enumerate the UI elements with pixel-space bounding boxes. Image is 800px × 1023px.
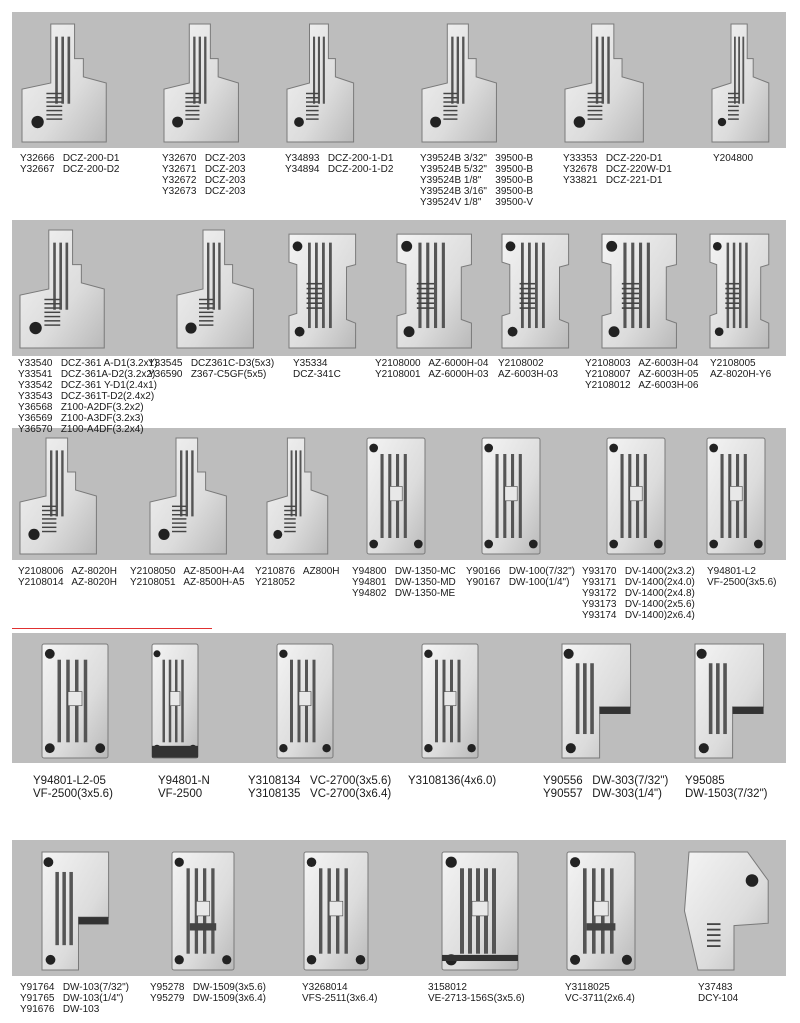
part-number-line: Y33543 DCZ-361T-D2(2.4x2)	[18, 391, 155, 402]
part-number-line: Y2108002	[498, 358, 544, 369]
part-number-label	[408, 775, 496, 788]
needle-plate-image	[148, 436, 228, 556]
part-number-line: Y2108014 AZ-8020H	[18, 577, 117, 588]
needle-plate-image	[560, 642, 632, 760]
needle-plate-image	[710, 22, 770, 144]
part-number-line: Y3108136(4x6.0)	[408, 775, 497, 787]
part-number-label	[543, 775, 668, 801]
part-number-label	[563, 153, 672, 186]
needle-plate-image	[275, 642, 335, 760]
needle-plate-image	[440, 850, 520, 972]
part-number-line: Y39524V 1/8" 39500-V	[420, 197, 534, 208]
part-number-line: Y93174 DV-1400)2x6.4)	[582, 610, 695, 621]
part-number-line: Y94801 DW-1350-MD	[352, 577, 456, 588]
row-band-4	[12, 633, 786, 763]
needle-plate-image	[395, 228, 473, 350]
part-number-line: Y3108135 VC-2700(3x6.4)	[248, 788, 392, 800]
needle-plate-image	[40, 850, 110, 972]
needle-plate-image	[420, 642, 480, 760]
part-number-label	[293, 358, 341, 380]
part-number-line: Y93172 DV-1400(2x4.8)	[582, 588, 695, 599]
part-number-line: Y36568 Z100-A2DF(3.2x2)	[18, 402, 144, 413]
part-number-line: VF-2500(3x5.6)	[707, 577, 777, 588]
part-number-line: Y39524B 3/16" 39500-B	[420, 186, 534, 197]
part-number-line: Y90557 DW-303(1/4")	[543, 788, 662, 800]
needle-plate-image	[265, 436, 329, 556]
part-number-line: Y36569 Z100-A3DF(3.2x3)	[18, 413, 144, 424]
part-number-line: Y39524B 5/32" 39500-B	[420, 164, 534, 175]
part-number-line: Y32672 DCZ-203	[162, 175, 246, 186]
part-number-line: Y34894 DCZ-200-1-D2	[285, 164, 394, 175]
part-number-line: DCY-104	[698, 993, 739, 1004]
part-number-line: AZ-6003H-03	[498, 369, 559, 380]
part-number-line: VF-2500	[158, 788, 203, 800]
part-number-line: Y33545 DCZ361C-D3(5x3)	[148, 358, 275, 369]
part-number-label	[582, 566, 695, 621]
needle-plate-image	[420, 22, 498, 144]
part-number-line: Y210876 AZ800H	[255, 566, 340, 577]
needle-plate-image	[705, 436, 767, 556]
part-number-line: Y3268014	[302, 982, 348, 993]
part-number-line: Y3118025	[565, 982, 610, 993]
needle-plate-image	[365, 436, 427, 556]
part-number-line: Y94800 DW-1350-MC	[352, 566, 456, 577]
part-number-label	[285, 153, 393, 175]
part-number-line: Y33353 DCZ-220-D1	[563, 153, 663, 164]
part-number-line: 3158012	[428, 982, 467, 993]
part-number-line: Y32678 DCZ-220W-D1	[563, 164, 672, 175]
part-number-line: Y33541 DCZ-361A-D2(3.2x2)	[18, 369, 156, 380]
part-number-label	[698, 982, 738, 1004]
part-number-label	[565, 982, 635, 1004]
needle-plate-image	[18, 436, 98, 556]
needle-plate-image	[170, 850, 236, 972]
needle-plate-image	[175, 228, 255, 350]
needle-plate-image	[500, 228, 570, 350]
needle-plate-image	[302, 850, 370, 972]
part-number-label	[375, 358, 488, 380]
needle-plate-image	[693, 642, 765, 760]
part-number-label	[420, 153, 533, 208]
needle-plate-image	[287, 228, 357, 350]
part-number-label	[707, 566, 776, 588]
part-number-line: Y2108006 AZ-8020H	[18, 566, 117, 577]
part-number-label	[685, 775, 768, 801]
part-number-line: Y218052	[255, 577, 296, 588]
part-number-label	[150, 982, 266, 1004]
needle-plate-image	[565, 850, 637, 972]
part-number-label	[130, 566, 245, 588]
part-number-line: Y2108005	[710, 358, 756, 369]
part-number-label	[352, 566, 456, 599]
part-number-line: VFS-2511(3x6.4)	[302, 993, 378, 1004]
part-number-line: Y37483	[698, 982, 733, 993]
part-number-line: Y2108050 AZ-8500H-A4	[130, 566, 245, 577]
part-number-label	[710, 358, 771, 380]
needle-plate-image	[162, 22, 240, 144]
part-number-label	[302, 982, 377, 1004]
part-number-label	[248, 775, 391, 801]
needle-plate-image	[600, 228, 678, 350]
part-number-line: Y32671 DCZ-203	[162, 164, 246, 175]
part-number-line: Y2108007 AZ-6003H-05	[585, 369, 699, 380]
part-number-line: Y95279 DW-1509(3x6.4)	[150, 993, 266, 1004]
part-number-line: Y2108012 AZ-6003H-06	[585, 380, 699, 391]
part-number-line: Y3108134 VC-2700(3x5.6)	[248, 775, 392, 787]
row-band-5	[12, 840, 786, 976]
part-number-line: Y39524B 1/8" 39500-B	[420, 175, 534, 186]
part-number-line: Y39524B 3/32" 39500-B	[420, 153, 534, 164]
needle-plate-image	[680, 850, 770, 972]
part-number-label	[148, 358, 274, 380]
part-number-line: VF-2500(3x5.6)	[33, 788, 113, 800]
needle-plate-image	[18, 228, 106, 350]
part-number-line: Y2108051 AZ-8500H-A5	[130, 577, 245, 588]
part-number-line: Y90167 DW-100(1/4")	[466, 577, 570, 588]
part-number-line: Y35334	[293, 358, 328, 369]
part-number-line: DW-1503(7/32")	[685, 788, 768, 800]
part-number-line: Y90166 DW-100(7/32")	[466, 566, 575, 577]
part-number-line: Y32667 DCZ-200-D2	[20, 164, 120, 175]
part-number-label	[33, 775, 113, 801]
part-number-label	[20, 153, 120, 175]
part-number-line: Y91676 DW-103	[20, 1004, 100, 1015]
part-number-label	[18, 358, 158, 435]
part-number-line: Y34893 DCZ-200-1-D1	[285, 153, 394, 164]
needle-plate-image	[40, 642, 110, 760]
part-number-line: Y2108003 AZ-6003H-04	[585, 358, 699, 369]
part-number-label	[20, 982, 129, 1015]
part-number-line: Y90556 DW-303(7/32")	[543, 775, 669, 787]
part-number-label	[18, 566, 117, 588]
part-number-line: Y33821 DCZ-221-D1	[563, 175, 663, 186]
needle-plate-image	[285, 22, 355, 144]
part-number-line: Y204800	[713, 153, 754, 164]
part-number-line: Y36570 Z100-A4DF(3.2x4)	[18, 424, 144, 435]
part-number-line: Y95278 DW-1509(3x5.6)	[150, 982, 266, 993]
part-number-line: DCZ-341C	[293, 369, 341, 380]
part-number-line: Y36590 Z367-C5GF(5x5)	[148, 369, 267, 380]
part-number-line: Y93173 DV-1400(2x5.6)	[582, 599, 695, 610]
part-number-line: AZ-8020H-Y6	[710, 369, 772, 380]
needle-plate-image	[150, 642, 200, 760]
part-number-line: Y32673 DCZ-203	[162, 186, 246, 197]
part-number-label	[158, 775, 210, 801]
part-number-line: Y94801-N	[158, 775, 210, 787]
part-number-label	[585, 358, 698, 391]
needle-plate-image	[708, 228, 770, 350]
part-number-line: Y94802 DW-1350-ME	[352, 588, 456, 599]
part-number-line: Y2108000 AZ-6000H-04	[375, 358, 489, 369]
part-number-label	[713, 153, 753, 164]
part-number-line: Y91765 DW-103(1/4")	[20, 993, 124, 1004]
part-number-line: Y32666 DCZ-200-D1	[20, 153, 120, 164]
red-divider	[12, 628, 212, 629]
part-number-line: Y2108001 AZ-6000H-03	[375, 369, 489, 380]
part-number-line: Y91764 DW-103(7/32")	[20, 982, 129, 993]
part-number-line: Y94801-L2	[707, 566, 756, 577]
part-number-line: Y95085	[685, 775, 725, 787]
part-number-label	[428, 982, 525, 1004]
part-number-label	[162, 153, 245, 197]
needle-plate-image	[480, 436, 542, 556]
needle-plate-image	[563, 22, 645, 144]
part-number-line: Y93171 DV-1400(2x4.0)	[582, 577, 695, 588]
row-band-1	[12, 12, 786, 148]
part-number-line: Y33542 DCZ-361 Y-D1(2.4x1)	[18, 380, 157, 391]
part-number-label	[498, 358, 558, 380]
part-number-line: Y93170 DV-1400(2x3.2)	[582, 566, 695, 577]
part-number-line: Y33540 DCZ-361 A-D1(3.2x1)	[18, 358, 158, 369]
needle-plate-image	[20, 22, 108, 144]
part-number-line: VE-2713-156S(3x5.6)	[428, 993, 525, 1004]
part-number-line: VC-3711(2x6.4)	[565, 993, 635, 1004]
part-number-label	[255, 566, 340, 588]
part-number-label	[466, 566, 575, 588]
part-number-line: Y94801-L2-05	[33, 775, 106, 787]
needle-plate-image	[605, 436, 667, 556]
part-number-line: Y32670 DCZ-203	[162, 153, 246, 164]
